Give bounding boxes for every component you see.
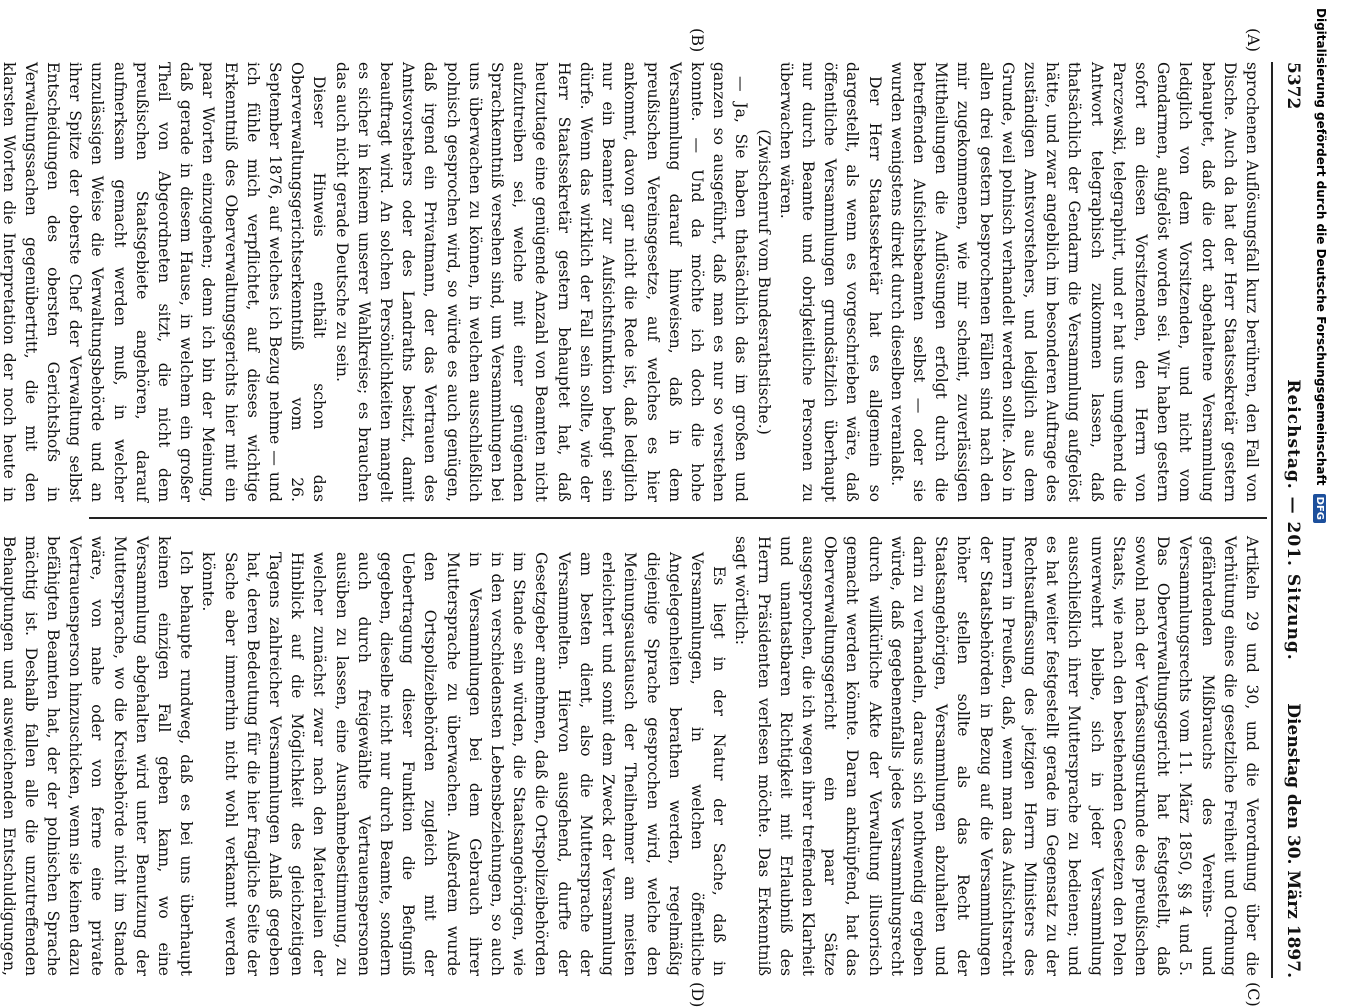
margin-label-c: (C) xyxy=(1244,982,1263,1007)
header-date: Dienstag den 30. März 1897. xyxy=(1283,703,1303,978)
dfg-logo: DFG xyxy=(1313,494,1326,523)
margin-label-d: (D) xyxy=(688,982,707,1007)
left-column xyxy=(0,62,1263,502)
right-column xyxy=(0,536,1263,976)
paragraph: sprochenen Auflösungsfall kurz berühren, den Fall von Dische. Auch da hat der Herr Staatssekretär gestern behauptet, daß die dort abgehaltene Versammlung lediglich von dem Vorsitzenden, und nicht vom Gendarmen, aufgelöst worden sei. Wir haben gestern sofort an diesen Vorsitzenden, den Herrn von Parczewski, telegraphirt, und er hat uns umgehend die Antwort telegraphisch zukommen lassen, daß thatsächlich der Gendarm die Versammlung aufgelöst hätte, und zwar angeblich im besonderen Auftrage des zuständigen Amtsvorstehers, und lediglich aus dem Grunde, weil polnisch verhandelt werden sollte. Also in allen drei gestern besprochenen Fällen sind nach den mir zugekommenen, wie mir scheint, zuverlässigen Mittheilungen die Auflösungen erfolgt durch die betreffenden Aufsichtsbeamten selbst — oder sie wurden wenigstens direkt durch dieselben veranlaßt. xyxy=(887,62,1261,502)
paragraph: Dieser Hinweis enthält schon das Oberverwaltungsgerichtserkenntniß vom 26. September 1876, auf welches ich Bezug nehme — und ich fühle mich verpflichtet, auf dieses wichtige Erkenntniß des Oberverwaltungsgerichts hier mit ein paar Worten einzugehen; denn ich bin der Meinung, daß gerade in diesem Hause, in welchem ein großer Theil von Abgeordneten sitzt, die nicht dem preußischen Staatsgebiete angehören, darauf aufmerksam gemacht werden muß, in welcher unzulässigen Weise die Verwaltungsbehörde und an ihrer Spitze der oberste Chef der Verwaltung selbst Entscheidungen des obersten Gerichtshofs in Verwaltungssachen gegenübertritt, die mit den klarsten Worten die Interpretation der noch heute in xyxy=(0,62,329,502)
quotation: Es liegt in der Natur der Sache, daß in Versammlungen, in welchen öffentliche Angelegenheiten berathen werden, regelmäßig diejenige Sprache gesprochen wird, welche den Meinungsaustausch der Theilnehmer am meisten erleichtert und somit dem Zweck der Versammlung am besten dient, also die Muttersprache der Versammelten. Hiervon ausgehend, durfte der Gesetzgeber annehmen, daß die Ortspolizeibehörden im Stande sein würden, die Staatsangehörigen, wie in den verschiedensten Lebensbeziehungen, so auch in Versammlungen bei dem Gebrauch ihrer Muttersprache zu überwachen. Außerdem wurde den Ortspolizeibehörden zugleich mit der Uebertragung dieser Funktion die Befugniß gegeben, dieselbe nicht nur durch Beamte, sondern auch durch freigewählte Vertrauenspersonen ausüben zu lassen, eine Ausnahmebestimmung, zu welcher zunächst zwar nach den Materialien der Hinblick auf die Möglichkeit des gleichzeitigen Tagens zahlreicher Versammlungen Anlaß gegeben hat, deren Bedeutung für die hier fragliche Seite der Sache aber immerhin nicht wohl verkannt werden könnte. xyxy=(199,552,729,976)
sidebar-credit xyxy=(1308,8,1328,994)
credit-text: Digitalisierung gefördert durch die Deutsche Forschungsgemeinschaft xyxy=(1314,8,1328,486)
header-title: Reichstag. — 201. Sitzung. xyxy=(1283,379,1303,661)
paragraph: Ich behaupte rundweg, daß es bei uns überhaupt keinen einzigen Fall geben kann, wo eine Versammlung abgehalten wird unter Benutzung der Muttersprache, wo die Kreisbehörde nicht im Stande wäre, von nahe oder von ferne eine private Vertrauensperson hinzuschicken, wenn sie keinen dazu befähigten Beamten hat, der der polnischen Sprache mächtig ist. Deshalb fallen alle die unzutreffenden Behauptungen und ausweichenden Entschuldigungen, xyxy=(0,536,196,976)
margin-label-b: (B) xyxy=(688,28,707,53)
header-rule xyxy=(1271,62,1273,978)
page-header xyxy=(1273,62,1307,978)
margin-label-a: (A) xyxy=(1244,28,1263,53)
column-divider xyxy=(89,517,1267,519)
page-number: 5372 xyxy=(1283,62,1303,110)
interjection: (Zwischenruf vom Bundesrathstische.) xyxy=(754,129,773,435)
paragraph: Der Herr Staatssekretär hat es allgemein so dargestellt, als wenn es vorgeschrieben wäre, daß öffentliche Versammlungen grundsätzlich überhaupt nur durch Beamte und obrigkeitliche Personen zu überwachen wären. xyxy=(776,62,884,502)
paragraph: Artikeln 29 und 30, und die Verordnung über die Verhütung eines die gesetzliche Freiheit und Ordnung gefährdenden Mißbrauchs des Vereins- und Versammlungsrechts vom 11. März 1850, §§ 4 und 5. Das Oberverwaltungsgericht hat festgestellt, daß sowohl nach der Verfassungsurkunde des preußischen Staats, wie nach den bestehenden Gesetzen den Polen unverwehrt bleibe, sich in jeder Versammlung ausschließlich ihrer Muttersprache zu bedienen; und es hat weiter festgestellt gerade im Gegensatz zu der Rechtsauffassung des jetzigen Herrn Ministers des Innern in Preußen, daß, wenn man das Aufsichtsrecht der Staatsbehörden in Bezug auf die Versammlungen höher stellen sollte als das Recht der Staatsangehörigen, Versammlungen abzuhalten und darin zu verhandeln, daraus sich nothwendig ergeben würde, daß gegebenenfalls jedes Versammlungsrecht durch willkürliche Akte der Verwaltung illusorisch gemacht werden könnte. Daran anknüpfend, hat das Oberverwaltungsgericht ein paar Sätze ausgesprochen, die ich wegen ihrer treffenden Klarheit und unantastbaren Richtigkeit mit Erlaubniß des Herrn Präsidenten verlesen möchte. Das Erkenntniß sagt wörtlich: xyxy=(732,536,1261,976)
rotated-page xyxy=(0,28,1307,1007)
paragraph: — Ja, Sie haben thatsächlich das im großen und ganzen so ausgeführt, daß man es nur so verstehen konnte. — Und da möchte ich doch die hohe Versammlung darauf hinweisen, daß in dem preußischen Vereinsgesetze, auf welches es hier ankommt, davon gar nicht die Rede ist, daß lediglich nur ein Beamter zur Aufsichtsfunktion befugt sein dürfe. Wenn das wirklich der Fall sein sollte, wie der Herr Staatssekretär gestern behauptet hat, daß heutzutage eine genügende Anzahl von Beamten nicht aufzutreiben sei, welche mit einer genügenden Sprachkenntniß versehen sind, um Versammlungen bei uns überwachen zu können, in welchen ausschließlich polnisch gesprochen wird, so würde es auch genügen, daß irgend ein Privatmann, der das Vertrauen des Amtsvorstehers oder des Landraths besitzt, damit beauftragt wird. An solchen Persönlichkeiten mangelt es sicher in keinem unserer Wahlkreise; es brauchen das auch nicht gerade Deutsche zu sein. xyxy=(332,62,751,502)
